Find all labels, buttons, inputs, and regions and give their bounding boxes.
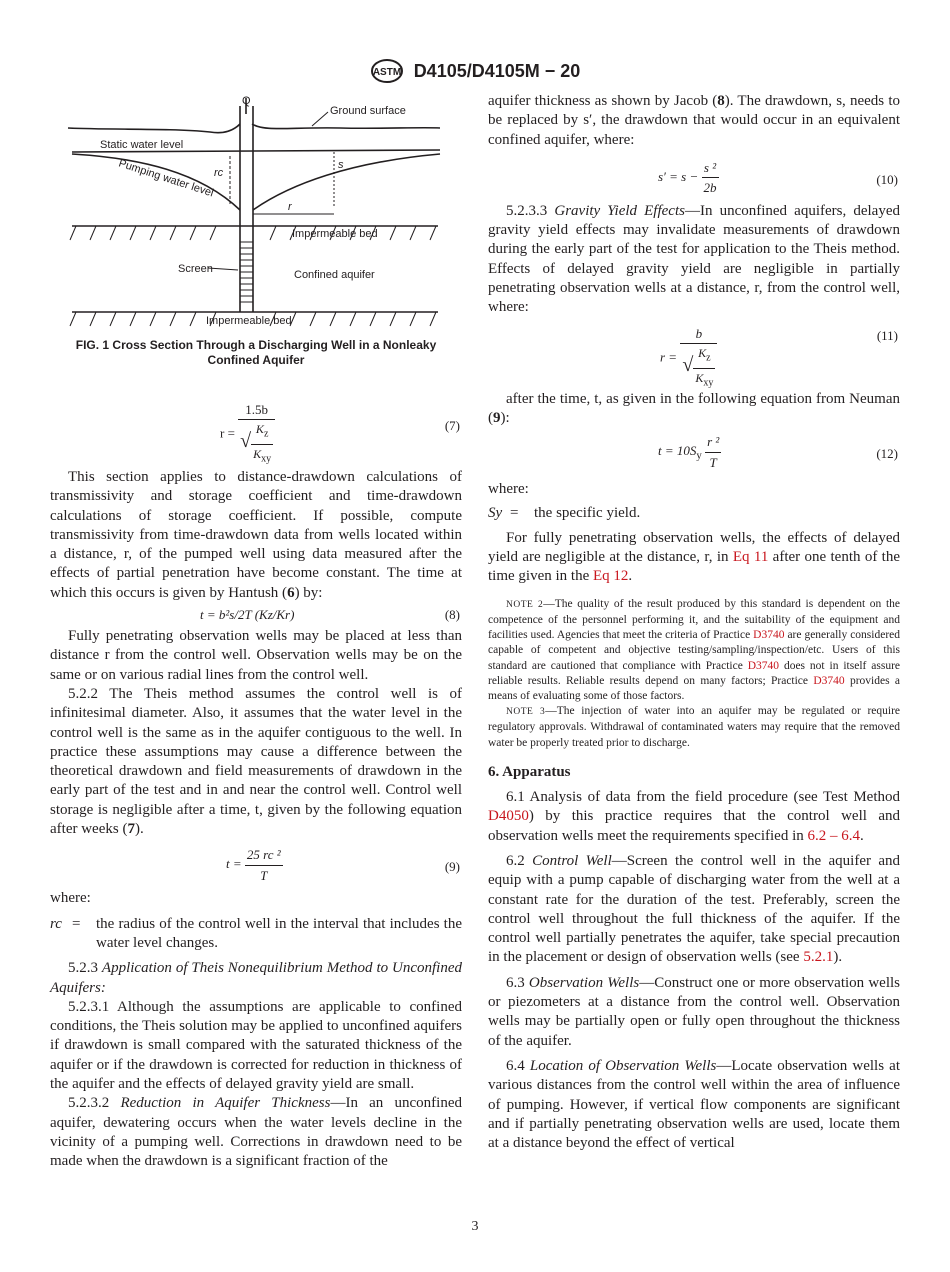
equation-7: r = 1.5b √ $\frac{K_z}{K_{xy}}$ (7) [220, 402, 460, 465]
paragraph-5-2-3-1: 5.2.3.1 Although the assumptions are applicable to confined conditions, the Theis solution may be applied to unconfined aquifers if drawdown is small compared with the saturated thickness of the aquifer or if the drawdown is corrected for reduction in thickness of the aquifer and the effects of delayed gravity yield are small. [50, 998, 462, 1093]
label-pumping-water-level: Pumping water level [117, 157, 215, 200]
page-number: 3 [471, 1219, 479, 1234]
figure-caption: FIG. 1 Cross Section Through a Discharging Well in a Nonleaky Confined Aquifer [75, 338, 437, 367]
link-5-2-1[interactable]: 5.2.1 [803, 949, 834, 966]
figure-1 [50, 92, 462, 332]
heading-5-2-3: 5.2.3 Application of Theis Nonequilibrium Method to Unconfined Aquifers: [50, 960, 463, 996]
where-label: where: [50, 890, 91, 907]
paragraph-6-4: 6.4 Location of Observation Wells—Locate observation wells at various distances from the control well within the area of influence of pumping. However, if vertical flow components are significant and if partially penetrating observation wells are used, locate them at a distance beyond the effect of vertical [488, 1057, 901, 1152]
paragraph-6-1: 6.1 Analysis of data from the field procedure (see Test Method D4050) by this practice requires that the control well and observation wells meet the requirements specified in 6.2 – 6.4. [488, 789, 900, 844]
paragraph-delayed-yield: For fully penetrating observation wells, the effects of delayed yield are negligible at the distance, r, in Eq 11 after one tenth of the time given in the Eq 12. [488, 529, 900, 585]
label-impermeable-bed-top: Impermeable bed [292, 228, 378, 240]
left-column [50, 92, 462, 1172]
link-eq-11[interactable]: Eq 11 [732, 549, 769, 566]
link-d3740-b[interactable]: D3740 [747, 659, 780, 672]
equation-12: $t = 10S_y$ $\frac{\text{r ²}}{T}$ (12) [658, 434, 898, 470]
label-rc: rc [214, 167, 224, 179]
where-label-right: where: [488, 481, 529, 498]
page-header [0, 58, 950, 84]
document-code: D4105/D4105M − 20 [413, 60, 581, 81]
label-q: Q [242, 95, 251, 107]
label-screen: Screen [178, 263, 213, 275]
note-3: NOTE 3—The injection of water into an aquifer may be regulated or require regulatory approvals. Withdrawal of contaminated waters may require that the removed water be properly treated prior to discharge. [488, 705, 901, 749]
link-d4050[interactable]: D4050 [488, 808, 529, 825]
label-impermeable-bed-bottom: Impermeable bed [206, 315, 292, 327]
link-6-2-6-4[interactable]: 6.2 – 6.4 [807, 827, 860, 844]
link-eq-12[interactable]: Eq 12 [592, 568, 629, 585]
link-d3740-a[interactable]: D3740 [753, 629, 785, 642]
label-static-water-level: Static water level [100, 139, 184, 151]
definition-rc: rc = the radius of the control well in the interval that includes the water level changes. [50, 915, 462, 951]
equation-9: t = $\frac{\text{25 rc ²}}{T}$ (9) [226, 847, 460, 883]
equation-11: r = b √ $\frac{K_z}{K_{xy}}$ (11) [660, 325, 898, 389]
equation-10: s′ = s − $\frac{\text{s ²}}{2b}$ (10) [658, 159, 898, 196]
label-confined-aquifer: Confined aquifer [294, 269, 375, 281]
equation-8: t = b²s/2T (Kz/Kr) (8) [200, 607, 460, 623]
svg-text:ASTM: ASTM [372, 67, 401, 78]
note-2: NOTE 2—The quality of the result produced by this standard is dependent on the competence of the personnel performing it, and the suitability of the equipment and facilities used. Agencies that meet the criteria of Practice D3740 are generally considered capable of competent and objective testing/sampling/inspection/etc. Users of this standard are cautioned that compliance with Practice D3740 does not in itself assure reliable results. Reliable results depend on many factors; Practice D3740 provides a means of evaluating some of those factors. [488, 597, 901, 702]
label-r: r [288, 201, 292, 213]
paragraph-5-2-2: 5.2.2 The Theis method assumes the control well is of infinitesimal diameter. Also, it assumes that the water level in the control well is the same as in the aquifer contiguous to the well. In practice these assumptions may cause a difference between the theoretical drawdown and field measurements of drawdown in the early part of the test and in and near the control well. Control well storage is negligible after a time, t, given by the following equation after weeks (7). [50, 685, 462, 838]
label-ground-surface: Ground surface [330, 105, 406, 117]
paragraph-5-2-3-2: 5.2.3.2 Reduction in Aquifer Thickness—In an unconfined aquifer, dewatering occurs when the water levels decline in the vicinity of a pumping well. Corrections in drawdown need to be made when the drawdown is a significant fraction of the [50, 1095, 462, 1170]
aquifer-cross-section-diagram [50, 92, 462, 332]
right-column [488, 92, 900, 1153]
paragraph-fully-penetrating: Fully penetrating observation wells may be placed at less than distance r from the control well. Observation wells may be on the same or on various radial lines from the control well. [50, 628, 462, 683]
paragraph-jacob: aquifer thickness as shown by Jacob (8). The drawdown, s, needs to be replaced by s′, the drawdown that would occur in an equivalent confined aquifer, where: [488, 93, 900, 148]
astm-logo-icon [370, 58, 404, 84]
paragraph-6-3: 6.3 Observation Wells—Construct one or more observation wells or piezometers at a distance from the control well. Observation wells may be partially open or fully open throughout the thickness of the aquifer. [488, 974, 901, 1049]
section-6-heading: 6. Apparatus [488, 763, 571, 780]
paragraph-5-2-3-3: 5.2.3.3 Gravity Yield Effects—In unconfined aquifers, delayed gravity yield effects may invalidate measurements of drawdown during the early part of the test for application to the Theis method. Effects of delayed gravity yield are negligible in partially penetrating observation wells at a distance, r, from the control well, where: [488, 202, 900, 316]
paragraph-neuman: after the time, t, as given in the following equation from Neuman (9): [488, 390, 900, 426]
paragraph-distance-drawdown: This section applies to distance-drawdown calculations of transmissivity and storage coefficient and time-drawdown calculations of storage coefficient. If possible, compute transmissivity from time-drawdown data from wells located within a distance, r, of the pumped well using data measured after the effects of partial penetration have become constant. The time at which this occurs is given by Hantush (6) by: [50, 469, 462, 601]
label-s: s [338, 159, 344, 171]
definition-sy: Sy = the specific yield. [488, 504, 641, 521]
paragraph-6-2: 6.2 Control Well—Screen the control well in the aquifer and equip with a pump capable of discharging water from the well at a constant rate for the duration of the test. Preferably, screen the control well throughout the full thickness of the aquifer. If the control well partially penetrates the aquifer, take special precaution in the placement or design of observation wells (see 5.2.1). [488, 852, 901, 966]
link-d3740-c[interactable]: D3740 [813, 674, 845, 687]
